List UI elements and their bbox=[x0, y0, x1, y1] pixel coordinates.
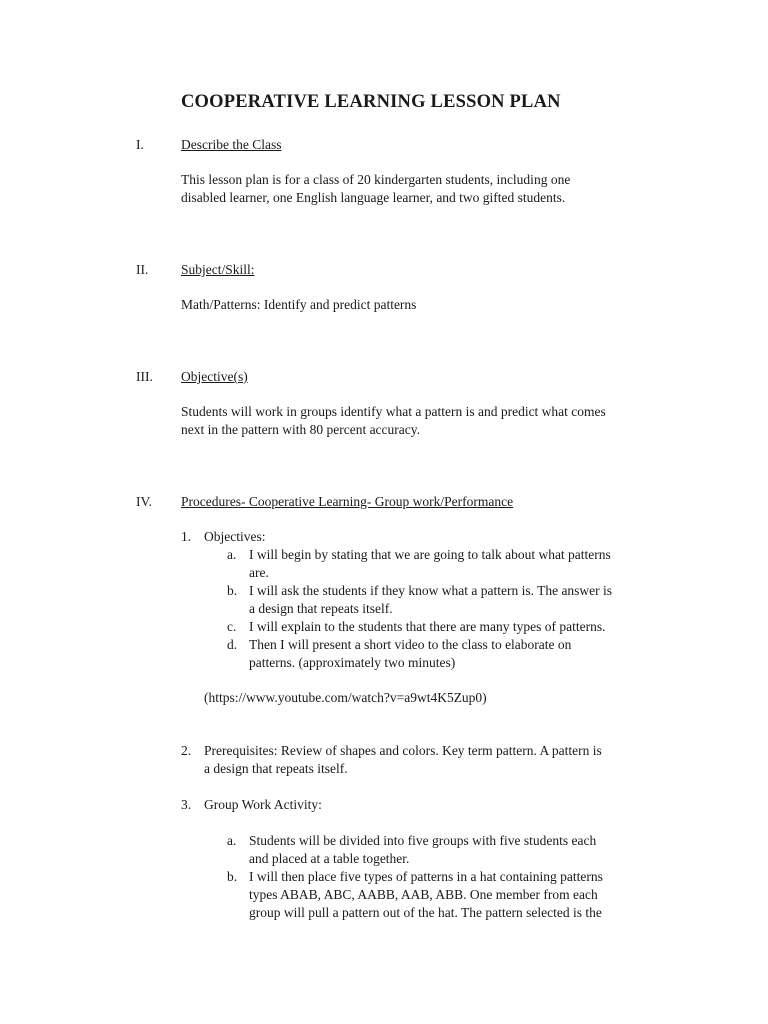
sub-letter-1d: d. bbox=[227, 637, 238, 652]
sub-item-1a-line-1: I will begin by stating that we are going to talk about what patterns bbox=[249, 547, 611, 562]
sub-letter-1a: a. bbox=[227, 547, 237, 562]
group-work-label: Group Work Activity: bbox=[204, 797, 322, 812]
section-heading-describe-class: Describe the Class bbox=[181, 137, 282, 152]
prerequisites-line-1: Prerequisites: Review of shapes and colors. Key term pattern. A pattern is bbox=[204, 743, 602, 758]
sub-item-1b-line-1: I will ask the students if they know what a pattern is. The answer is bbox=[249, 583, 613, 598]
objective-line-1: Students will work in groups identify what a pattern is and predict what comes bbox=[181, 404, 606, 419]
sub-item-1d-line-1: Then I will present a short video to the class to elaborate on bbox=[249, 637, 572, 652]
sub-item-1b-line-2: a design that repeats itself. bbox=[249, 601, 393, 616]
list-number-3: 3. bbox=[181, 797, 192, 812]
section-numeral-iii: III. bbox=[136, 369, 153, 384]
sub-item-3b-line-1: I will then place five types of patterns in a hat containing patterns bbox=[249, 869, 603, 884]
sub-item-3a-line-2: and placed at a table together. bbox=[249, 851, 410, 866]
section-heading-objectives: Objective(s) bbox=[181, 369, 248, 384]
video-link-text: (https://www.youtube.com/watch?v=a9wt4K5Zup0) bbox=[204, 690, 487, 705]
section-numeral-i: I. bbox=[136, 137, 144, 152]
sub-item-3b-line-2: types ABAB, ABC, AABB, AAB, ABB. One member from each bbox=[249, 887, 598, 902]
class-description-line-1: This lesson plan is for a class of 20 kindergarten students, including one bbox=[181, 172, 571, 187]
sub-letter-3b: b. bbox=[227, 869, 238, 884]
document-title: COOPERATIVE LEARNING LESSON PLAN bbox=[181, 92, 561, 112]
item-objectives-label: Objectives: bbox=[204, 529, 266, 544]
section-heading-subject-skill: Subject/Skill: bbox=[181, 262, 255, 277]
section-numeral-ii: II. bbox=[136, 262, 149, 277]
section-heading-procedures: Procedures- Cooperative Learning- Group work/Performance bbox=[181, 494, 514, 509]
sub-item-3b-line-3: group will pull a pattern out of the hat. The pattern selected is the bbox=[249, 905, 602, 920]
list-number-1: 1. bbox=[181, 529, 192, 544]
sub-letter-3a: a. bbox=[227, 833, 237, 848]
sub-letter-1c: c. bbox=[227, 619, 237, 634]
objective-line-2: next in the pattern with 80 percent accuracy. bbox=[181, 422, 421, 437]
section-numeral-iv: IV. bbox=[136, 494, 152, 509]
list-number-2: 2. bbox=[181, 743, 192, 758]
prerequisites-line-2: a design that repeats itself. bbox=[204, 761, 348, 776]
subject-skill-text: Math/Patterns: Identify and predict patterns bbox=[181, 297, 417, 312]
sub-item-1d-line-2: patterns. (approximately two minutes) bbox=[249, 655, 456, 670]
class-description-line-2: disabled learner, one English language learner, and two gifted students. bbox=[181, 190, 566, 205]
sub-letter-1b: b. bbox=[227, 583, 238, 598]
sub-item-1c-line-1: I will explain to the students that there are many types of patterns. bbox=[249, 619, 606, 634]
sub-item-1a-line-2: are. bbox=[249, 565, 269, 580]
sub-item-3a-line-1: Students will be divided into five groups with five students each bbox=[249, 833, 597, 848]
